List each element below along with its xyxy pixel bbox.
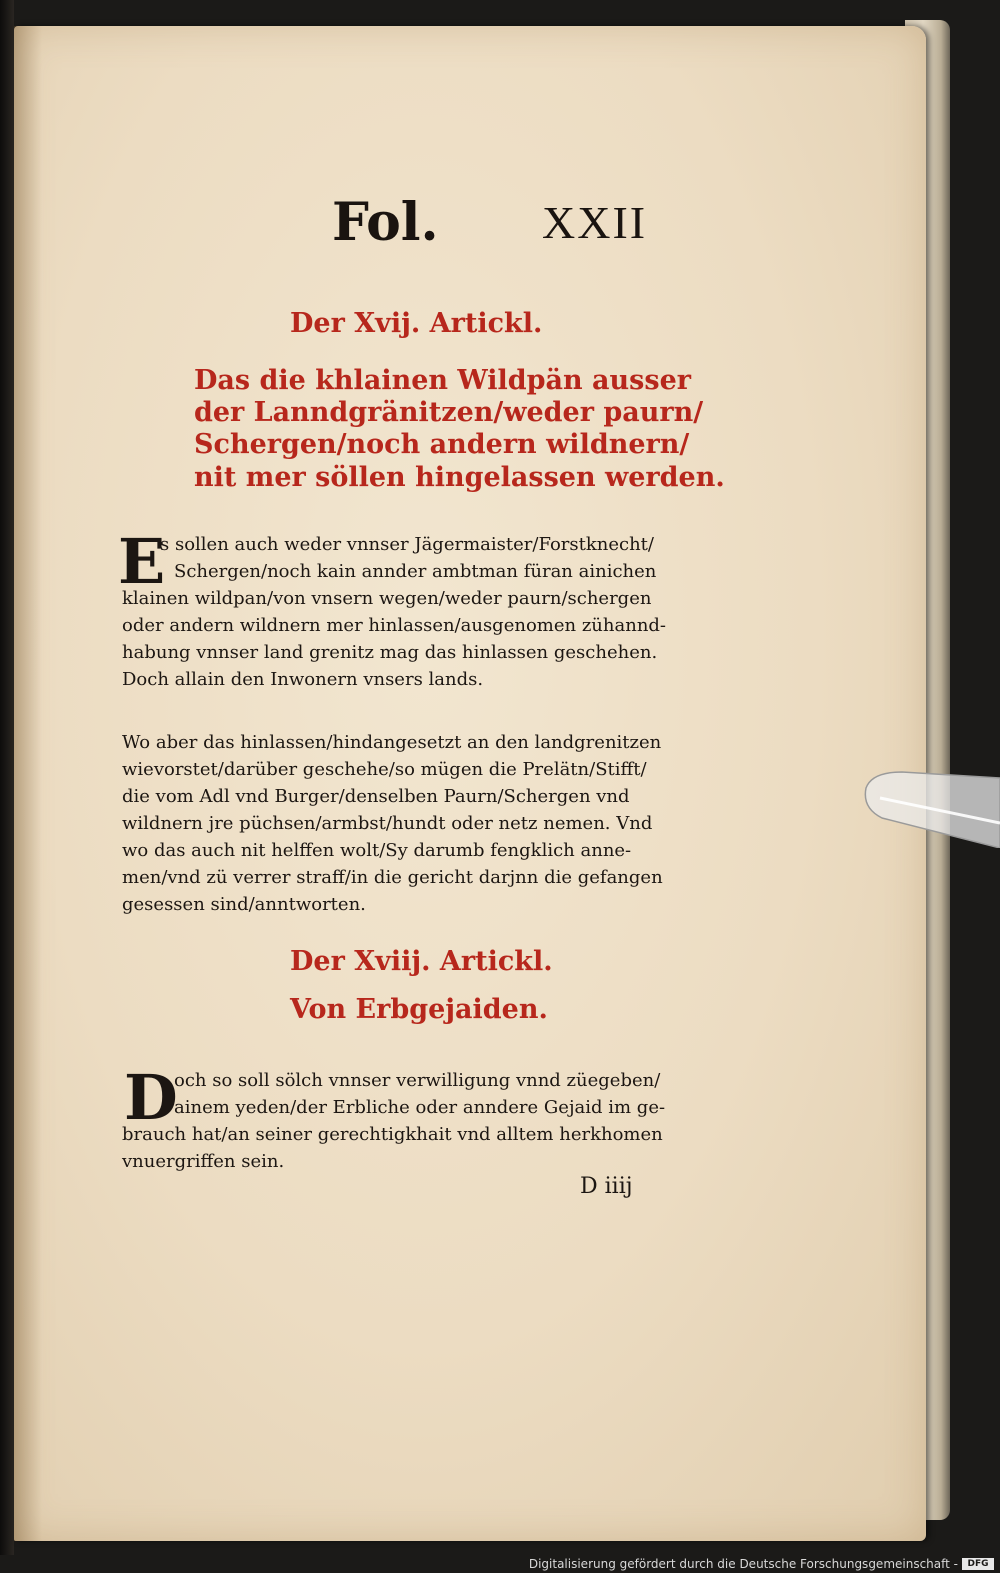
paragraph-3-dropcap: D (124, 1061, 178, 1134)
paragraph-1-line: Doch allain den Inwonern vnsers lands. (122, 669, 484, 690)
article-17-title-line: Das die khlainen Wildpän ausser (194, 365, 691, 396)
paragraph-2-line: men/vnd zü verrer straff/in die gericht darjnn die gefangen (122, 867, 663, 888)
paragraph-2-line: die vom Adl vnd Burger/denselben Paurn/Schergen vnd (122, 786, 630, 807)
article-18-heading: Der Xviij. Artickl. (290, 946, 553, 977)
paragraph-1-line: oder andern wildnern mer hinlassen/ausgenomen zühannd- (122, 615, 667, 636)
article-17-title-line: Schergen/noch andern wildnern/ (194, 429, 690, 460)
paragraph-3-line: brauch hat/an seiner gerechtigkhait vnd alltem herkhomen (122, 1124, 663, 1145)
paragraph-2-line: wo das auch nit helffen wolt/Sy darumb fengklich anne- (122, 840, 632, 861)
paragraph-2-line: wildnern jre püchsen/armbst/hundt oder netz nemen. Vnd (122, 813, 653, 834)
signature-mark: D iiij (580, 1174, 633, 1199)
footer-bar (0, 1555, 1000, 1573)
page-clip (862, 768, 1000, 848)
folio-label: Fol. (332, 192, 439, 253)
scan-backdrop (0, 0, 14, 1573)
paragraph-1-line: klainen wildpan/von vnsern wegen/weder paurn/schergen (122, 588, 652, 609)
paragraph-1-dropcap: E (118, 525, 166, 598)
paragraph-2-line: gesessen sind/anntworten. (122, 894, 366, 915)
article-17-title-line: der Lanndgränitzen/weder paurn/ (194, 397, 704, 428)
article-17-heading: Der Xvij. Artickl. (290, 308, 543, 339)
paragraph-2-line: Wo aber das hinlassen/hindangesetzt an den landgrenitzen (122, 732, 662, 753)
paragraph-3-line: och so soll sölch vnnser verwilligung vnnd züegeben/ (174, 1070, 661, 1091)
paragraph-3-line: ainem yeden/der Erbliche oder anndere Gejaid im ge- (174, 1097, 666, 1118)
paragraph-1-line: Schergen/noch kain annder ambtman füran ainichen (174, 561, 657, 582)
folio-number: XXII (542, 197, 648, 248)
article-18-title: Von Erbgejaiden. (290, 994, 548, 1025)
footer-credit: Digitalisierung gefördert durch die Deutsche Forschungsgemeinschaft - (528, 1557, 958, 1571)
folio-header (332, 192, 692, 272)
dfg-logo: DFG (962, 1558, 994, 1570)
book-page (14, 26, 926, 1541)
paragraph-1-line: s sollen auch weder vnnser Jägermaister/Forstknecht/ (160, 534, 654, 555)
article-17-title-line: nit mer söllen hingelassen werden. (194, 462, 725, 493)
paragraph-1-line: habung vnnser land grenitz mag das hinlassen geschehen. (122, 642, 658, 663)
paragraph-3-line: vnuergriffen sein. (122, 1151, 285, 1172)
paragraph-2-line: wievorstet/darüber geschehe/so mügen die Prelätn/Stifft/ (122, 759, 647, 780)
